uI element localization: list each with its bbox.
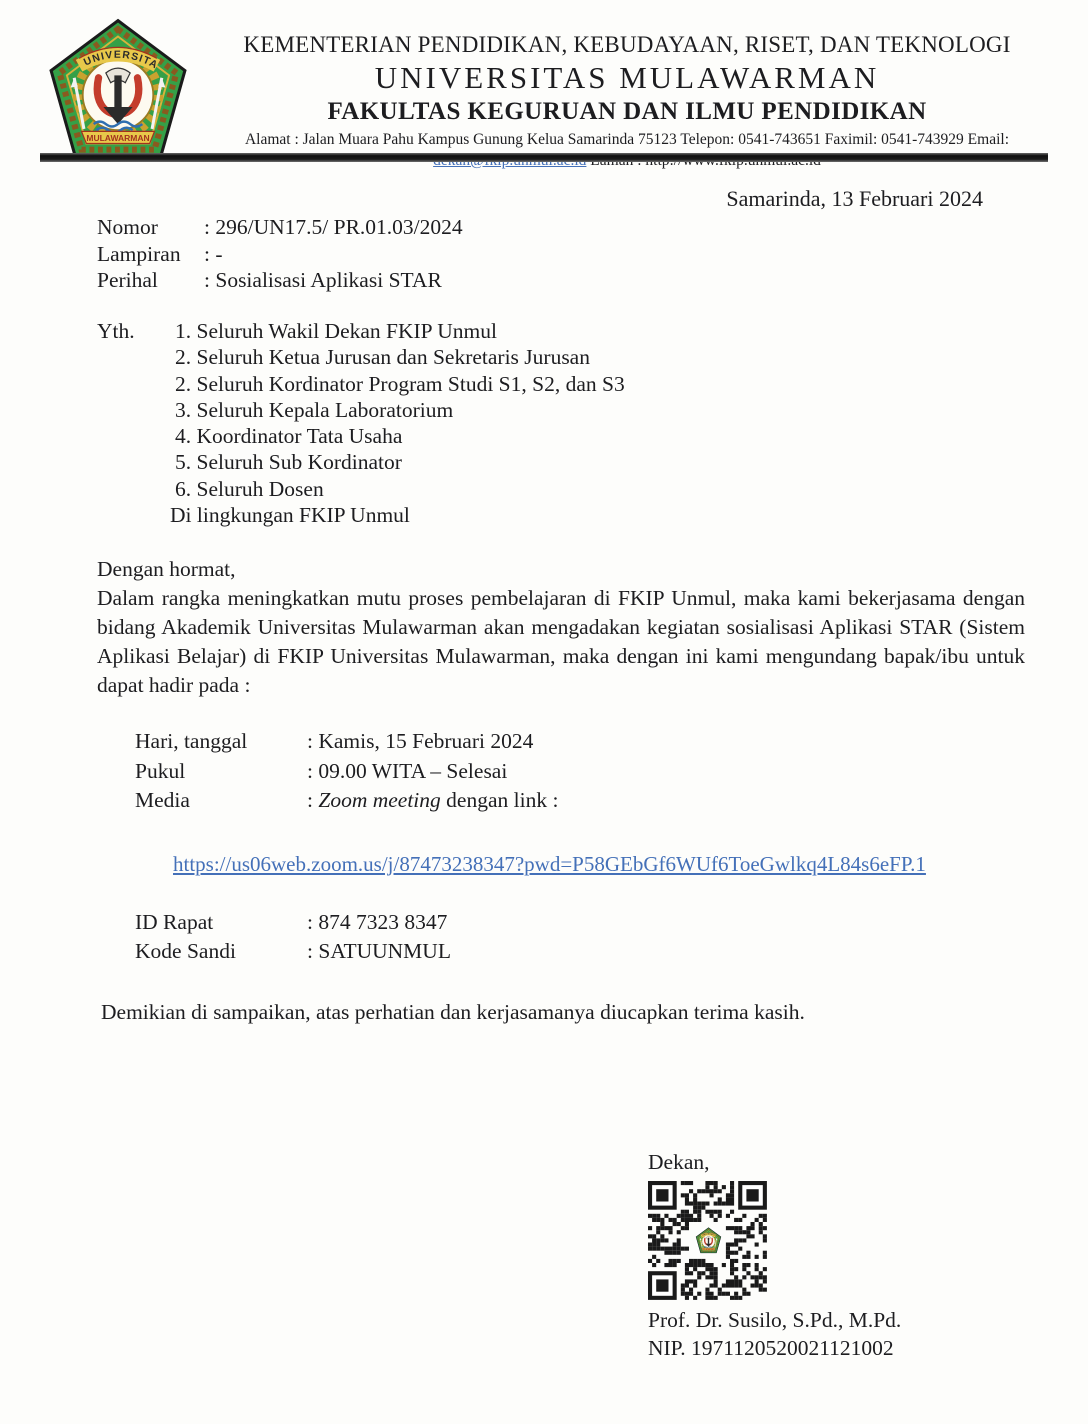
recipient-item: 2. Seluruh Kordinator Program Studi S1, S2, dan S3 bbox=[175, 371, 625, 396]
recipients-list bbox=[170, 318, 625, 528]
credential-value: SATUUNMUL bbox=[318, 938, 451, 963]
meta-row-perihal bbox=[97, 267, 463, 294]
recipient-item: 2. Seluruh Ketua Jurusan dan Sekretaris Jurusan bbox=[175, 345, 590, 370]
body-paragraph: Dalam rangka meningkatkan mutu proses pembelajaran di FKIP Unmul, maka kami bekerjasama dengan bidang Akademik Universitas Mulawarman akan mengadakan kegiatan sosialisasi Aplikasi STAR (Sistem Aplikasi Belajar) di FKIP Universitas Mulawarman, maka dengan ini kami mengundang bapak/ibu untuk dapat hadir pada : bbox=[97, 586, 1025, 697]
meta-value: 296/UN17.5/ PR.01.03/2024 bbox=[215, 215, 463, 239]
signature-block bbox=[648, 1148, 901, 1362]
schedule-row-day bbox=[135, 727, 558, 757]
recipient-item: 6. Seluruh Dosen bbox=[175, 476, 324, 501]
schedule-separator: : bbox=[307, 729, 313, 753]
schedule-label: Pukul bbox=[135, 758, 186, 783]
ministry-name: KEMENTERIAN PENDIDIKAN, KEBUDAYAAN, RISET, DAN TEKNOLOGI bbox=[243, 32, 1011, 57]
letterhead-address bbox=[210, 129, 1044, 171]
recipient-item: 5. Seluruh Sub Kordinator bbox=[175, 450, 402, 475]
recipient-item: 1. Seluruh Wakil Dekan FKIP Unmul bbox=[175, 319, 497, 343]
schedule-value: Kamis, 15 Februari 2024 bbox=[318, 729, 534, 753]
letter-body bbox=[97, 555, 1025, 722]
schedule-label: Hari, tanggal bbox=[135, 729, 248, 753]
schedule-label: Media bbox=[135, 788, 190, 812]
credential-label: Kode Sandi bbox=[135, 938, 236, 963]
meeting-link-line bbox=[173, 852, 926, 877]
letterhead-divider bbox=[40, 153, 1048, 162]
qr-center-seal-icon bbox=[695, 1227, 722, 1254]
schedule-row-time bbox=[135, 757, 558, 787]
letter-meta bbox=[97, 214, 463, 294]
greeting: Dengan hormat, bbox=[97, 557, 236, 581]
signatory-title: Dekan, bbox=[648, 1150, 710, 1174]
faculty-name: FAKULTAS KEGURUAN DAN ILMU PENDIDIKAN bbox=[327, 98, 927, 125]
schedule-row-media bbox=[135, 786, 558, 816]
meta-label: Nomor bbox=[97, 215, 158, 239]
meta-value: - bbox=[215, 241, 223, 266]
recipients-block bbox=[97, 318, 625, 528]
meta-row-nomor bbox=[97, 214, 463, 241]
meta-value: Sosialisasi Aplikasi STAR bbox=[215, 268, 442, 292]
qr-code bbox=[648, 1181, 769, 1300]
schedule-separator: : bbox=[307, 788, 313, 812]
signatory-nip: NIP. 1971120520021121002 bbox=[648, 1336, 894, 1360]
recipients-salutation: Yth. bbox=[97, 319, 135, 343]
schedule-value: dengan link : bbox=[440, 788, 559, 812]
credential-value: 874 7323 8347 bbox=[318, 910, 448, 934]
recipient-item: 3. Seluruh Kepala Laboratorium bbox=[175, 397, 454, 422]
meta-separator: : bbox=[204, 268, 210, 292]
schedule-separator: : bbox=[307, 758, 313, 783]
meta-separator: : bbox=[204, 241, 210, 266]
credential-separator: : bbox=[307, 938, 313, 963]
schedule-value: 09.00 WITA – Selesai bbox=[318, 758, 508, 783]
address-line: Alamat : Jalan Muara Pahu Kampus Gunung Kelua Samarinda 75123 Telepon: 0541-743651 Faximil: 0541-743929 Email: bbox=[244, 131, 1010, 148]
meta-label: Perihal bbox=[97, 268, 158, 292]
university-seal-logo bbox=[45, 16, 191, 164]
recipient-item: 4. Koordinator Tata Usaha bbox=[175, 424, 403, 449]
schedule-block bbox=[135, 727, 558, 816]
meta-label: Lampiran bbox=[97, 241, 181, 266]
meeting-credentials bbox=[135, 908, 451, 965]
credential-row-id bbox=[135, 908, 451, 937]
recipient-scope: Di lingkungan FKIP Unmul bbox=[170, 503, 410, 528]
credential-separator: : bbox=[307, 910, 313, 934]
closing-line: Demikian di sampaikan, atas perhatian dan kerjasamanya diucapkan terima kasih. bbox=[101, 1000, 805, 1024]
credential-row-passcode bbox=[135, 937, 451, 966]
letterhead bbox=[40, 14, 1044, 171]
signatory-name: Prof. Dr. Susilo, S.Pd., M.Pd. bbox=[648, 1308, 902, 1332]
meta-separator: : bbox=[204, 215, 210, 239]
credential-label: ID Rapat bbox=[135, 910, 214, 934]
schedule-value-italic: Zoom meeting bbox=[318, 788, 441, 812]
meta-row-lampiran bbox=[97, 241, 463, 268]
zoom-meeting-link[interactable]: https://us06web.zoom.us/j/87473238347?pwd=P58GEbGf6WUf6ToeGwlkq4L84s6eFP.1 bbox=[173, 852, 926, 876]
dateline: Samarinda, 13 Februari 2024 bbox=[726, 186, 983, 211]
university-name: UNIVERSITAS MULAWARMAN bbox=[374, 60, 880, 95]
